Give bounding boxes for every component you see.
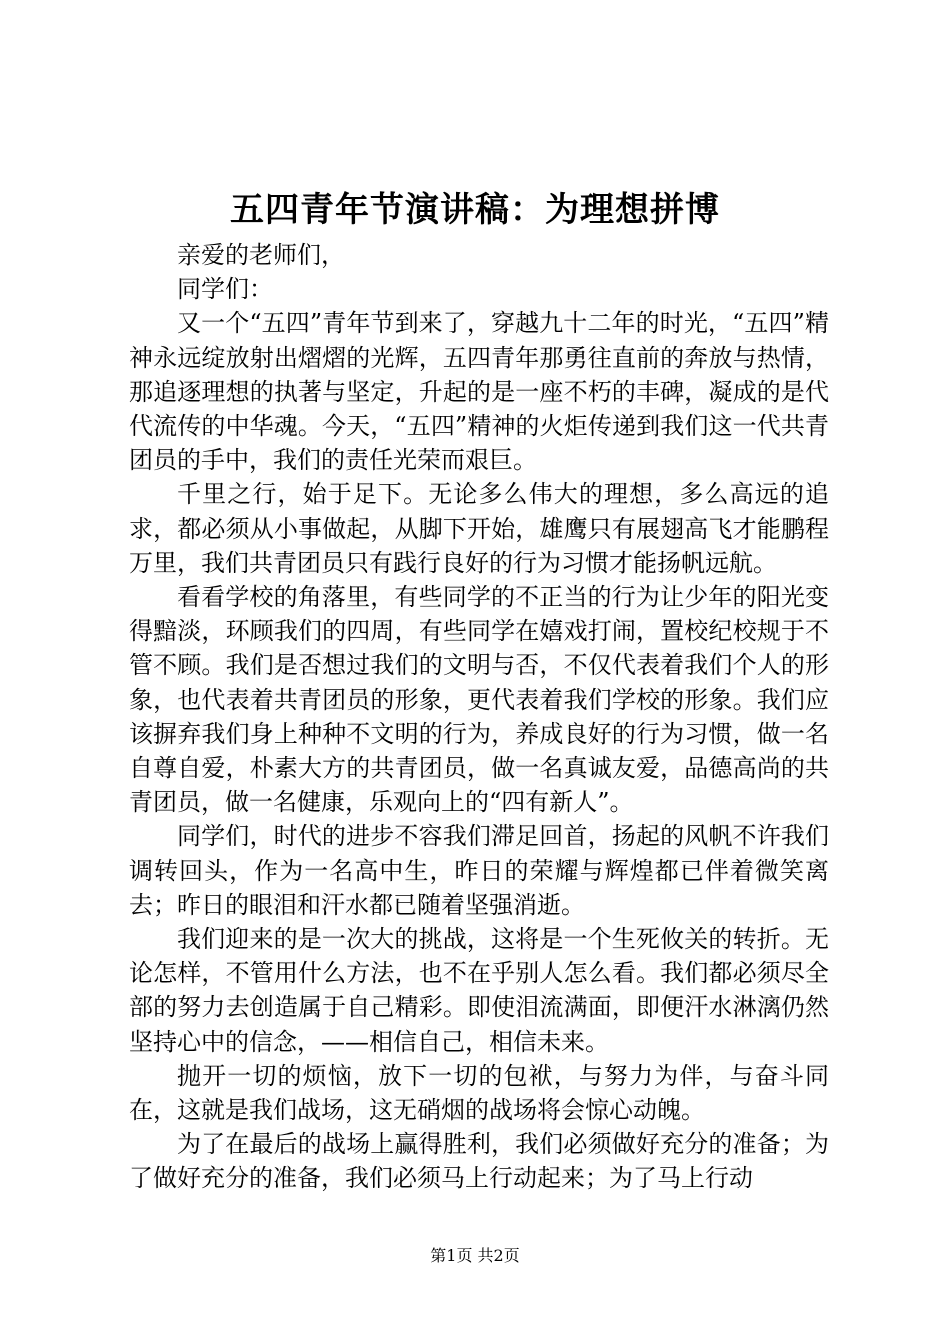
body-paragraph: 千里之行，始于足下。无论多么伟大的理想，多么高远的追求，都必须从小事做起，从脚下开始，雄鹰只有展翅高飞才能鹏程万里，我们共青团员只有践行良好的行为习惯才能扬帆远航。 [129, 480, 829, 577]
page-footer: 第1页 共2页 [430, 1246, 520, 1265]
body-paragraph: 同学们，时代的进步不容我们滞足回首，扬起的风帆不许我们调转回头，作为一名高中生，昨日的荣耀与辉煌都已伴着微笑离去；昨日的眼泪和汗水都已随着坚强消逝。 [129, 822, 829, 919]
salutation-line: 亲爱的老师们， [177, 241, 345, 269]
salutation-line: 同学们： [177, 275, 273, 304]
document-body [129, 238, 829, 1196]
body-paragraph: 看看学校的角落里，有些同学的不正当的行为让少年的阳光变得黯淡，环顾我们的四周，有些同学在嬉戏打闹，置校纪校规于不管不顾。我们是否想过我们的文明与否，不仅代表着我们个人的形象，也代表着共青团员的形象，更代表着我们学校的形象。我们应该摒弃我们身上种种不文明的行为，养成良好的行为习惯，做一名自尊自爱，朴素大方的共青团员，做一名真诚友爱，品德高尚的共青团员，做一名健康，乐观向上的“四有新人”。 [129, 583, 829, 817]
body-paragraph: 我们迎来的是一次大的挑战，这将是一个生死攸关的转折。无论怎样，不管用什么方法，也不在乎别人怎么看。我们都必须尽全部的努力去创造属于自己精彩。即使泪流满面，即便汗水淋漓仍然坚持心中的信念，——相信自己，相信未来。 [129, 925, 829, 1056]
body-paragraph: 抛开一切的烦恼，放下一切的包袱，与努力为伴，与奋斗同在，这就是我们战场，这无硝烟的战场将会惊心动魄。 [129, 1061, 829, 1125]
body-paragraph: 为了在最后的战场上赢得胜利，我们必须做好充分的准备；为了做好充分的准备，我们必须马上行动起来；为了马上行动 [129, 1130, 829, 1193]
body-paragraph: 又一个“五四”青年节到来了，穿越九十二年的时光，“五四”精神永远绽放射出熠熠的光辉，五四青年那勇往直前的奔放与热情，那追逐理想的执著与坚定，升起的是一座不朽的丰碑，凝成的是代代流传的中华魂。今天，“五四”精神的火炬传递到我们这一代共青团员的手中，我们的责任光荣而艰巨。 [129, 309, 829, 475]
document-title: 五四青年节演讲稿：为理想拼博 [230, 190, 720, 230]
